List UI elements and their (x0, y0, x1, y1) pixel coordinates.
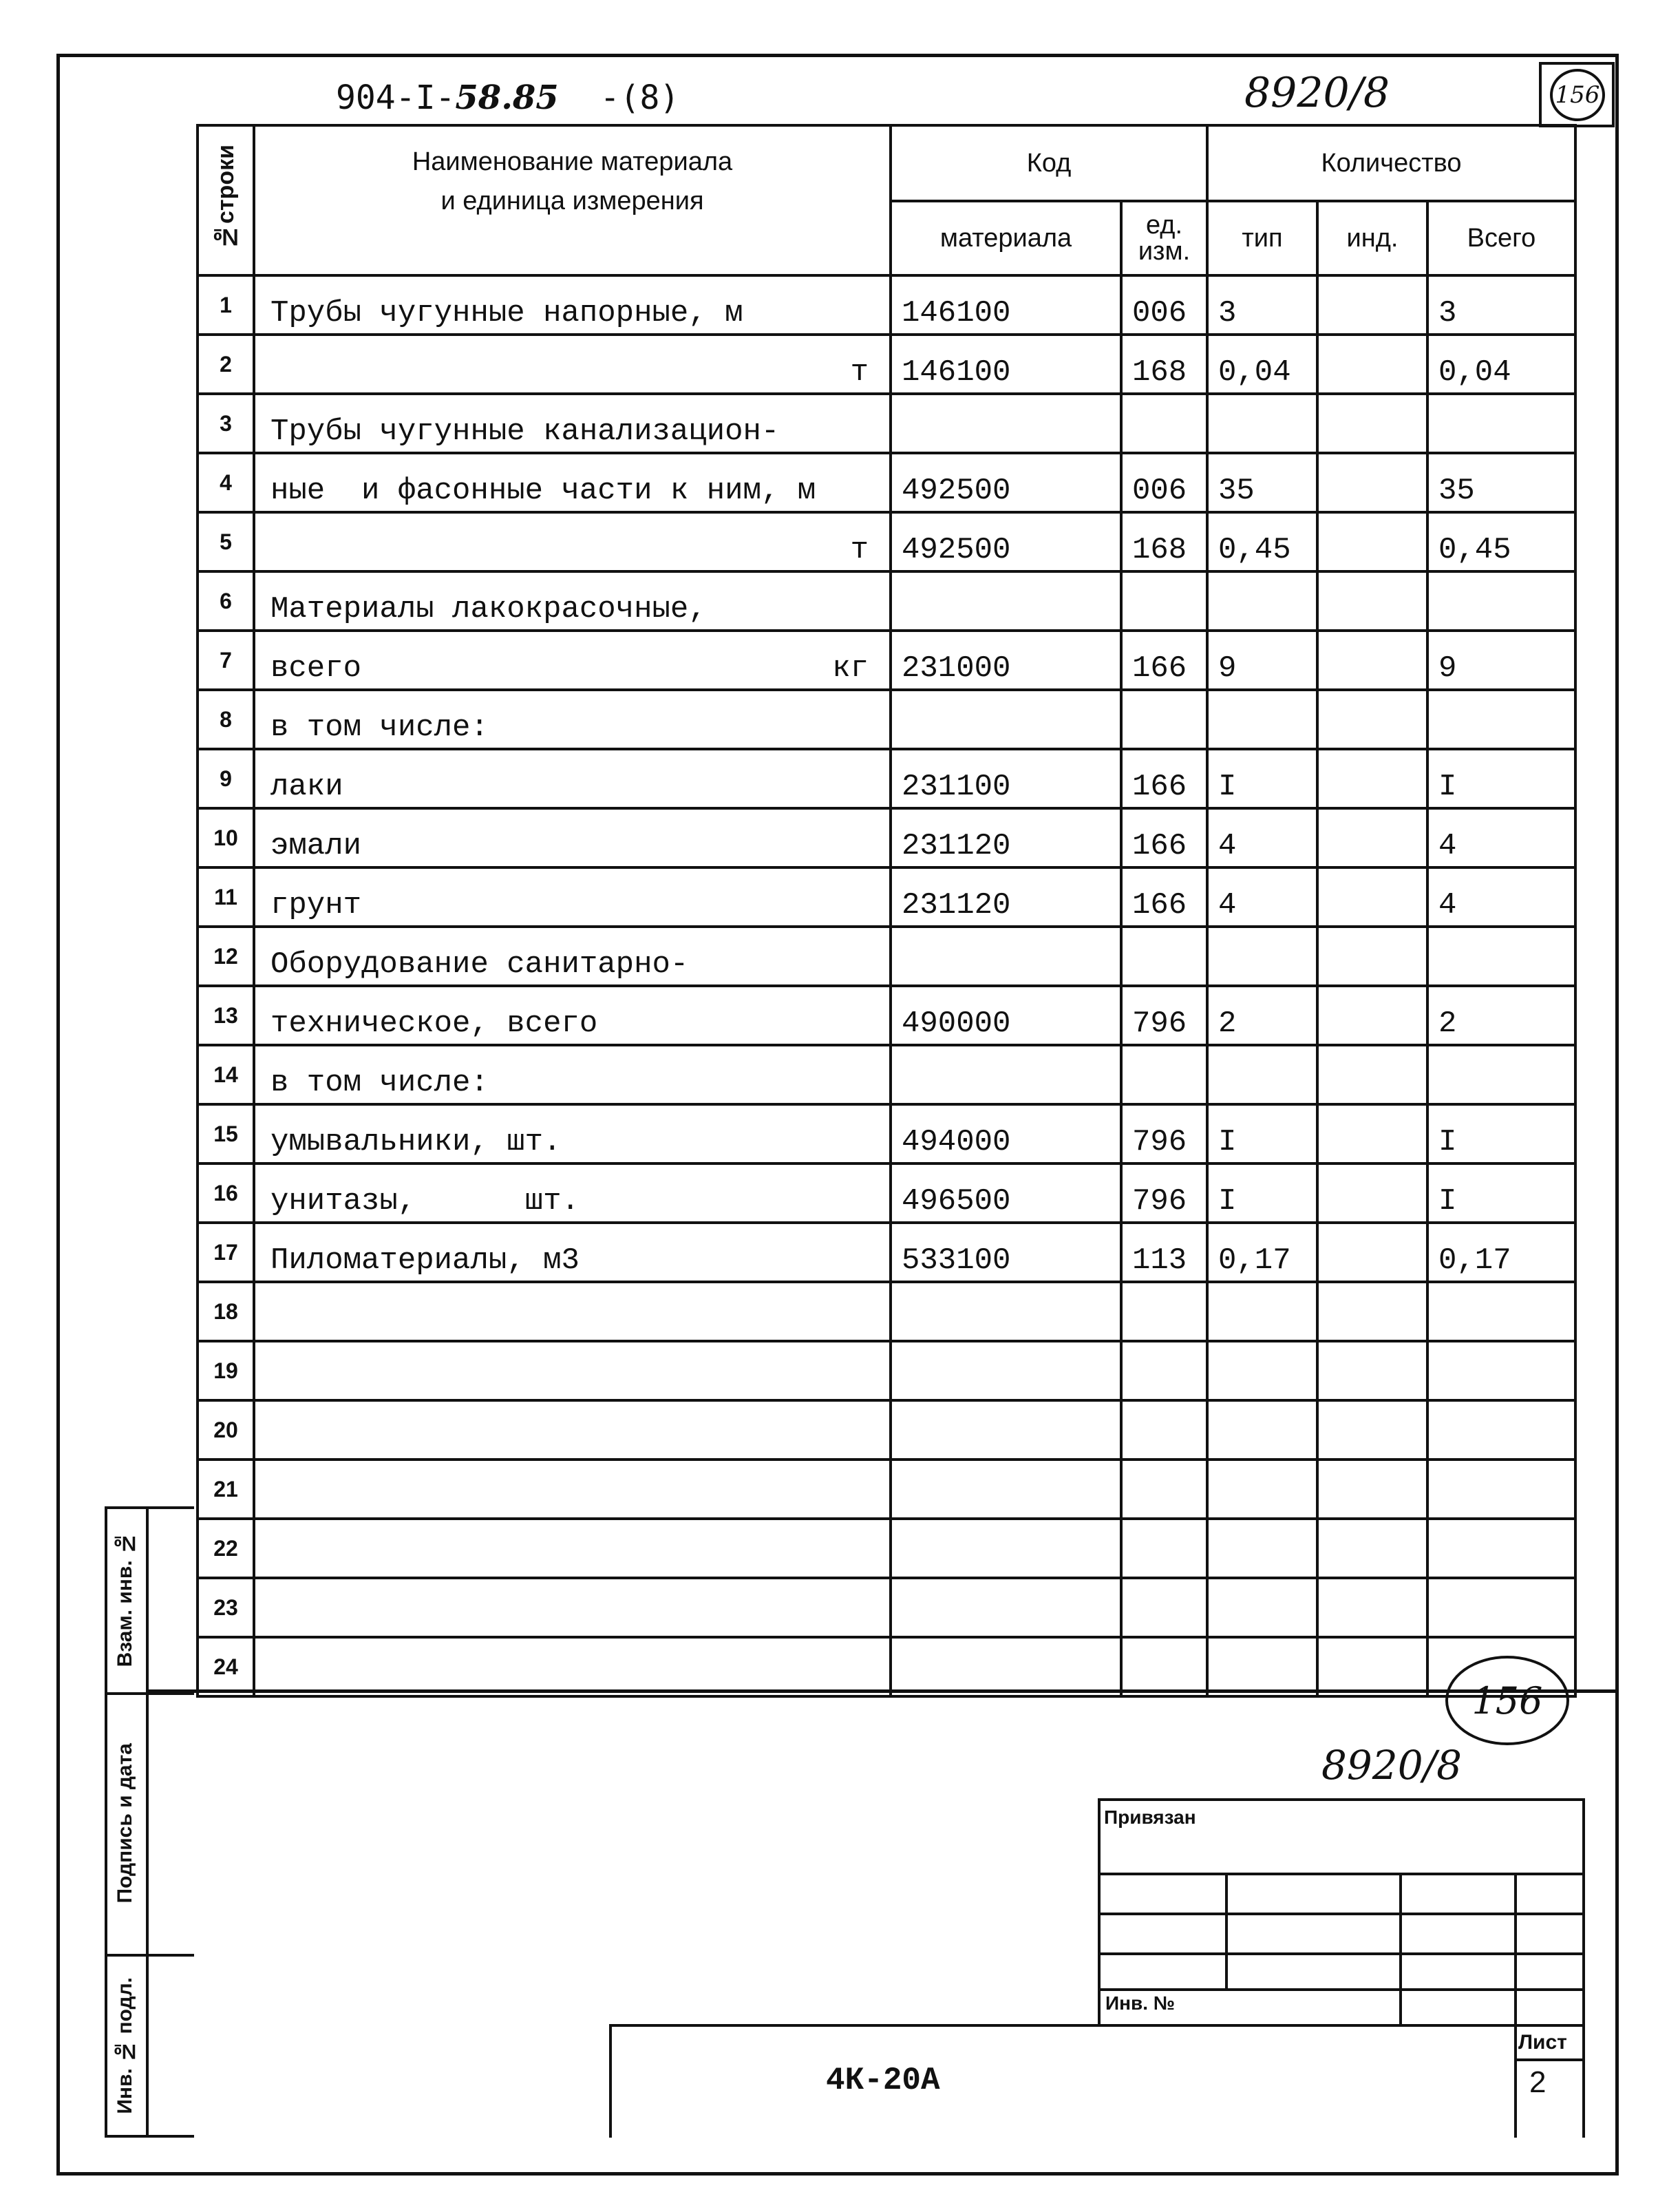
material-code: 146100 (891, 275, 1121, 335)
qty-ind (1317, 1519, 1427, 1578)
material-name-cell (254, 986, 891, 1045)
unit-code: 006 (1121, 275, 1207, 335)
table-row (198, 867, 1575, 927)
qty-typ (1207, 1637, 1317, 1696)
qty-ind (1317, 1341, 1427, 1400)
material-name: Пиломатериалы, м3 (270, 1243, 580, 1278)
material-name-cell (254, 1578, 891, 1637)
header-code-unit: ед. изм. (1121, 201, 1207, 275)
material-name: эмали (270, 829, 362, 863)
unit-code: 113 (1121, 1223, 1207, 1282)
table-row (198, 335, 1575, 394)
qty-typ: 0,17 (1207, 1223, 1317, 1282)
title-archive-number: 8920/8 (1321, 1742, 1463, 1789)
qty-ind (1317, 631, 1427, 690)
table-row (198, 1223, 1575, 1282)
material-name: грунт (270, 888, 362, 923)
qty-typ (1207, 1400, 1317, 1460)
qty-ind (1317, 749, 1427, 808)
qty-typ: 9 (1207, 631, 1317, 690)
qty-total (1427, 927, 1575, 986)
qty-typ: 4 (1207, 867, 1317, 927)
row-number: 9 (198, 749, 254, 808)
qty-typ (1207, 1519, 1317, 1578)
row-number: 8 (198, 690, 254, 749)
material-name-cell (254, 335, 891, 394)
sidebar-inv-label: Инв. № подл. (114, 1977, 136, 2114)
material-name-cell (254, 690, 891, 749)
tb-line (1514, 2058, 1585, 2061)
sidebar-divider (146, 1506, 149, 2138)
table-row (198, 1637, 1575, 1696)
material-name-cell (254, 1104, 891, 1163)
table-row (198, 986, 1575, 1045)
row-number: 18 (198, 1282, 254, 1341)
row-number: 10 (198, 808, 254, 867)
unit-code: 006 (1121, 453, 1207, 512)
material-name: в том числе: (270, 1066, 489, 1100)
qty-total (1427, 394, 1575, 453)
qty-ind (1317, 1223, 1427, 1282)
material-name: лаки (270, 770, 343, 804)
row-number: 13 (198, 986, 254, 1045)
row-number: 15 (198, 1104, 254, 1163)
material-unit: кг (832, 651, 869, 686)
qty-ind (1317, 453, 1427, 512)
qty-ind (1317, 808, 1427, 867)
material-name-cell (254, 1341, 891, 1400)
qty-total: 35 (1427, 453, 1575, 512)
qty-typ (1207, 690, 1317, 749)
unit-code (1121, 1400, 1207, 1460)
material-name-cell (254, 275, 891, 335)
unit-code (1121, 1282, 1207, 1341)
row-number: 5 (198, 512, 254, 571)
unit-code (1121, 1637, 1207, 1696)
qty-total: I (1427, 1163, 1575, 1223)
qty-typ: 35 (1207, 453, 1317, 512)
qty-ind (1317, 512, 1427, 571)
sheet-number: 2 (1529, 2065, 1547, 2099)
qty-typ (1207, 927, 1317, 986)
row-number: 21 (198, 1460, 254, 1519)
material-name-cell (254, 1637, 891, 1696)
qty-typ: 3 (1207, 275, 1317, 335)
material-name-cell (254, 1045, 891, 1104)
qty-total (1427, 1460, 1575, 1519)
qty-total: 0,45 (1427, 512, 1575, 571)
material-name-cell (254, 1282, 891, 1341)
qty-total (1427, 571, 1575, 631)
material-name: Трубы чугунные напорные, м (270, 296, 743, 330)
qty-typ (1207, 1578, 1317, 1637)
row-number: 16 (198, 1163, 254, 1223)
material-code (891, 690, 1121, 749)
material-code (891, 1519, 1121, 1578)
qty-total: 4 (1427, 867, 1575, 927)
document-code-number: 58.85 (455, 78, 559, 117)
qty-typ (1207, 394, 1317, 453)
document-code-prefix: 904-I- (336, 78, 456, 117)
qty-ind (1317, 927, 1427, 986)
archive-number: 8920/8 (1244, 69, 1390, 117)
material-name-cell (254, 867, 891, 927)
lower-divider (146, 1689, 1616, 1693)
material-name-cell (254, 808, 891, 867)
material-code: 231120 (891, 867, 1121, 927)
qty-typ: 2 (1207, 986, 1317, 1045)
corner-stamp: 156 (1550, 69, 1605, 121)
material-name: Трубы чугунные канализацион- (270, 414, 780, 449)
qty-typ (1207, 1460, 1317, 1519)
table-row (198, 631, 1575, 690)
table-row (198, 512, 1575, 571)
unit-code (1121, 1578, 1207, 1637)
qty-total (1427, 1282, 1575, 1341)
table-row (198, 275, 1575, 335)
table-row (198, 1519, 1575, 1578)
row-number: 3 (198, 394, 254, 453)
header-quantity: Количество (1207, 125, 1575, 201)
table-row (198, 1578, 1575, 1637)
qty-total (1427, 1578, 1575, 1637)
material-code (891, 571, 1121, 631)
material-name-cell (254, 394, 891, 453)
row-number: 7 (198, 631, 254, 690)
qty-typ (1207, 1045, 1317, 1104)
table-row (198, 1460, 1575, 1519)
material-name: в том числе: (270, 710, 489, 745)
row-number: 11 (198, 867, 254, 927)
tb-line (1225, 1873, 1228, 1988)
table-row (198, 808, 1575, 867)
qty-ind (1317, 1104, 1427, 1163)
unit-code: 796 (1121, 986, 1207, 1045)
qty-total: 2 (1427, 986, 1575, 1045)
table-row (198, 1045, 1575, 1104)
unit-code (1121, 927, 1207, 986)
material-code (891, 394, 1121, 453)
qty-ind (1317, 1578, 1427, 1637)
material-unit: т (850, 355, 869, 390)
qty-typ: I (1207, 749, 1317, 808)
material-code: 146100 (891, 335, 1121, 394)
tb-line (1098, 1952, 1585, 1955)
qty-total (1427, 1519, 1575, 1578)
header-qty-ind: инд. (1317, 201, 1427, 275)
material-code: 494000 (891, 1104, 1121, 1163)
tb-line (1582, 1798, 1585, 2138)
table-row (198, 749, 1575, 808)
material-name-cell (254, 571, 891, 631)
table-row (198, 1163, 1575, 1223)
qty-ind (1317, 1282, 1427, 1341)
row-number: 2 (198, 335, 254, 394)
material-code: 231000 (891, 631, 1121, 690)
header-rownum: №строки (198, 125, 254, 275)
material-code (891, 927, 1121, 986)
unit-code (1121, 1045, 1207, 1104)
material-code: 490000 (891, 986, 1121, 1045)
privyazan-label: Привязан (1104, 1807, 1196, 1828)
material-name-cell (254, 1400, 891, 1460)
material-name-cell (254, 1223, 891, 1282)
table-row (198, 1400, 1575, 1460)
unit-code: 166 (1121, 631, 1207, 690)
row-number: 1 (198, 275, 254, 335)
qty-typ: I (1207, 1163, 1317, 1223)
qty-typ (1207, 1282, 1317, 1341)
material-name-cell (254, 453, 891, 512)
qty-typ: 0,04 (1207, 335, 1317, 394)
tb-line (1098, 1798, 1585, 1801)
tb-line (609, 2024, 612, 2138)
material-code (891, 1460, 1121, 1519)
row-number: 14 (198, 1045, 254, 1104)
table-row (198, 1104, 1575, 1163)
qty-ind (1317, 394, 1427, 453)
document-code-suffix: -(8) (599, 78, 680, 117)
header-name (254, 125, 891, 275)
qty-ind (1317, 275, 1427, 335)
material-code: 231120 (891, 808, 1121, 867)
unit-code: 168 (1121, 335, 1207, 394)
qty-ind (1317, 986, 1427, 1045)
row-number: 23 (198, 1578, 254, 1637)
row-number: 20 (198, 1400, 254, 1460)
tb-line (1514, 1873, 1517, 2138)
row-number: 19 (198, 1341, 254, 1400)
material-code (891, 1637, 1121, 1696)
material-name: унитазы, шт. (270, 1184, 580, 1219)
row-number: 4 (198, 453, 254, 512)
material-code: 492500 (891, 512, 1121, 571)
material-name-cell (254, 631, 891, 690)
row-number: 6 (198, 571, 254, 631)
unit-code (1121, 394, 1207, 453)
qty-ind (1317, 335, 1427, 394)
qty-ind (1317, 690, 1427, 749)
qty-ind (1317, 1400, 1427, 1460)
approval-stamp: 156 (1445, 1656, 1569, 1745)
header-name-line2: и единица измерения (440, 187, 704, 215)
table-row (198, 1282, 1575, 1341)
header-qty-typ: тип (1207, 201, 1317, 275)
qty-typ: I (1207, 1104, 1317, 1163)
row-number: 12 (198, 927, 254, 986)
table-row (198, 690, 1575, 749)
qty-total (1427, 1400, 1575, 1460)
material-name-cell (254, 927, 891, 986)
tb-line (1098, 1798, 1101, 2025)
unit-code (1121, 1519, 1207, 1578)
qty-ind (1317, 867, 1427, 927)
material-unit: т (850, 533, 869, 567)
header-code-material: материала (891, 201, 1121, 275)
qty-total (1427, 1045, 1575, 1104)
qty-total (1427, 690, 1575, 749)
material-code (891, 1578, 1121, 1637)
tb-line (1098, 1913, 1585, 1915)
sheet-label: Лист (1518, 2031, 1567, 2054)
unit-code: 796 (1121, 1163, 1207, 1223)
material-name: техническое, всего (270, 1007, 598, 1041)
material-code (891, 1282, 1121, 1341)
tb-line (1098, 1873, 1585, 1875)
tb-line (609, 2024, 1585, 2027)
unit-code: 166 (1121, 808, 1207, 867)
sidebar-vzam-label: Взам. инв. № (114, 1531, 136, 1667)
tb-line (1098, 1988, 1585, 1991)
qty-total (1427, 1341, 1575, 1400)
qty-ind (1317, 1460, 1427, 1519)
material-name-cell (254, 1163, 891, 1223)
sidebar-podpis-label: Подпись и дата (114, 1742, 136, 1904)
table-row (198, 571, 1575, 631)
material-name: Материалы лакокрасочные, (270, 592, 707, 626)
qty-ind (1317, 571, 1427, 631)
qty-ind (1317, 1637, 1427, 1696)
unit-code: 166 (1121, 749, 1207, 808)
unit-code (1121, 571, 1207, 631)
material-name-cell (254, 749, 891, 808)
table-row (198, 1341, 1575, 1400)
table-row (198, 927, 1575, 986)
qty-total: 4 (1427, 808, 1575, 867)
material-code (891, 1341, 1121, 1400)
tb-line (1399, 1873, 1402, 2025)
unit-code (1121, 1341, 1207, 1400)
header-code: Код (891, 125, 1207, 201)
qty-ind (1317, 1163, 1427, 1223)
qty-total: 0,17 (1427, 1223, 1575, 1282)
qty-ind (1317, 1045, 1427, 1104)
header-qty-total: Всего (1427, 201, 1575, 275)
qty-typ (1207, 571, 1317, 631)
row-number: 17 (198, 1223, 254, 1282)
qty-typ: 4 (1207, 808, 1317, 867)
table-row (198, 453, 1575, 512)
material-name: умывальники, шт. (270, 1125, 562, 1159)
material-code: 492500 (891, 453, 1121, 512)
qty-typ (1207, 1341, 1317, 1400)
unit-code: 166 (1121, 867, 1207, 927)
row-number: 24 (198, 1637, 254, 1696)
unit-code (1121, 690, 1207, 749)
qty-typ: 0,45 (1207, 512, 1317, 571)
material-name: ные и фасонные части к ним, м (270, 474, 816, 508)
qty-total: 9 (1427, 631, 1575, 690)
material-name-cell (254, 512, 891, 571)
qty-total: 0,04 (1427, 335, 1575, 394)
row-number: 22 (198, 1519, 254, 1578)
material-code (891, 1045, 1121, 1104)
qty-total: I (1427, 1104, 1575, 1163)
material-name-cell (254, 1519, 891, 1578)
unit-code: 796 (1121, 1104, 1207, 1163)
table-row (198, 394, 1575, 453)
qty-total: I (1427, 749, 1575, 808)
material-name-cell (254, 1460, 891, 1519)
drawing-code: 4К-20А (826, 2063, 940, 2098)
material-code (891, 1400, 1121, 1460)
document-code (336, 78, 679, 117)
unit-code: 168 (1121, 512, 1207, 571)
material-name: Оборудование санитарно- (270, 947, 689, 982)
materials-table (196, 124, 1577, 1698)
unit-code (1121, 1460, 1207, 1519)
material-code: 231100 (891, 749, 1121, 808)
material-code: 496500 (891, 1163, 1121, 1223)
inv-no-label: Инв. № (1105, 1992, 1176, 2014)
material-name: всего (270, 651, 362, 686)
material-code: 533100 (891, 1223, 1121, 1282)
header-name-line1: Наименование материала (412, 147, 733, 176)
qty-total: 3 (1427, 275, 1575, 335)
